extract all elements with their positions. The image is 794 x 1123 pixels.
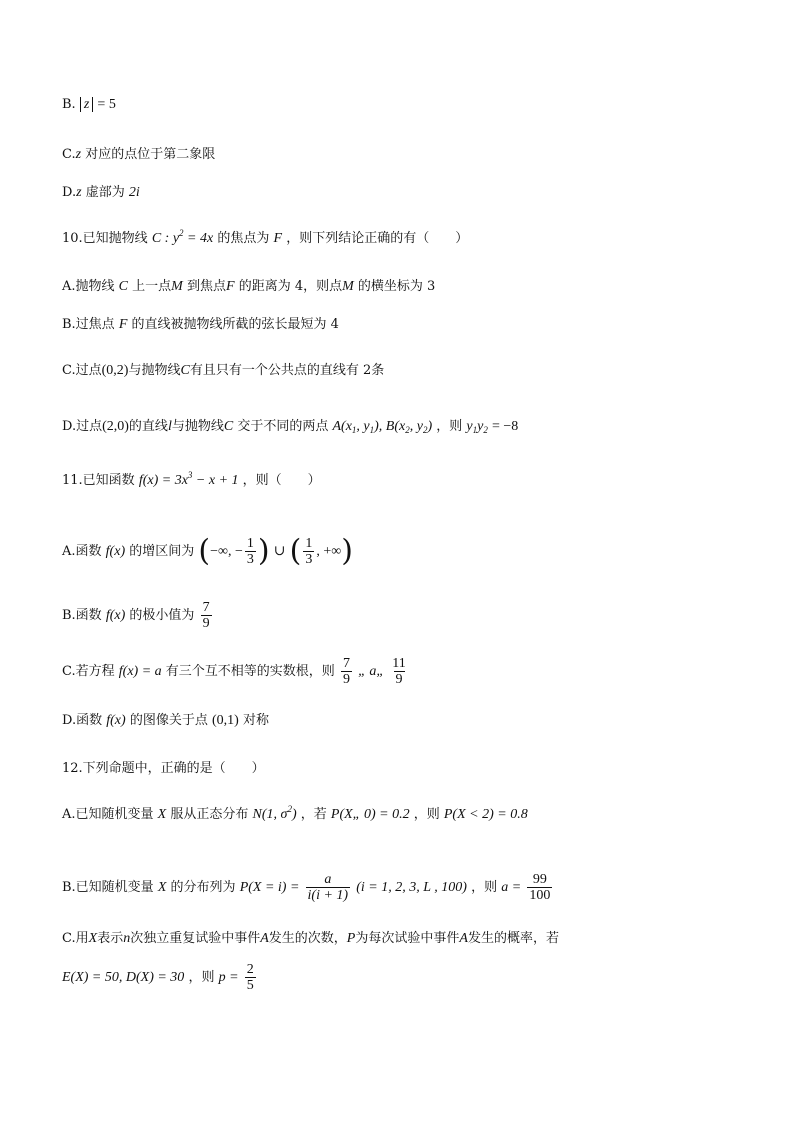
text: B.函数 — [62, 608, 102, 623]
result: = −8 — [492, 419, 519, 434]
var-x: X — [88, 931, 98, 946]
text: ，则 — [413, 807, 440, 822]
q10-stem — [62, 230, 468, 248]
var-c: C — [118, 279, 129, 294]
q11-option-c — [62, 656, 410, 687]
fx: f(x) = a — [118, 664, 162, 679]
var-n: n — [123, 931, 131, 946]
var-l: l — [167, 419, 172, 434]
fraction: $\frac{2}{5}$ — [246, 962, 254, 993]
focus: F — [273, 231, 283, 246]
q11-option-a: A.函数 f(x) 的增区间为 (−∞, − $\frac{1}{3}$ ) ∪ ( $\frac{1}{3}$ , +∞) — [62, 533, 353, 569]
var-f: F — [226, 279, 235, 294]
q12-option-c-line2 — [62, 962, 258, 993]
fraction: $\frac{99}{100}$ — [529, 872, 551, 903]
text: D.函数 — [62, 713, 103, 728]
product: $y_1y_2$ — [466, 419, 488, 435]
q10-option-d — [62, 418, 518, 436]
stem-text: 10.已知抛物线 — [62, 231, 148, 246]
q9-option-d — [62, 184, 140, 202]
q12-option-a — [62, 806, 528, 824]
text: 的横坐标为 3 — [357, 279, 436, 294]
text: 的增区间为 — [129, 544, 195, 559]
fraction: $\frac{1}{3}$ — [305, 536, 313, 567]
text: 的图像关于点 — [129, 713, 208, 728]
fraction: $\frac{11}{9}$ — [392, 656, 406, 687]
text: 为每次试验中事件 — [355, 931, 460, 946]
text: C.若方程 — [62, 664, 115, 679]
text: A.已知随机变量 — [62, 807, 154, 822]
q11-option-d — [62, 712, 269, 730]
text: ，若 — [300, 807, 327, 822]
q10-option-b — [62, 316, 339, 334]
stem-text: 的焦点为 — [217, 231, 270, 246]
point: (0,1) — [211, 713, 239, 728]
text: 上一点 — [132, 279, 172, 294]
text: 表示 — [97, 931, 124, 946]
range: (i = 1, 2, 3, L , 100) — [356, 880, 467, 895]
text: 对称 — [242, 713, 269, 728]
inequality: „ a„ — [358, 664, 385, 679]
q9-option-b — [62, 96, 116, 114]
var-x: X — [157, 807, 167, 822]
fx: f(x) — [105, 544, 126, 559]
expr: = 5 — [97, 97, 116, 112]
text: 的直线 — [128, 419, 168, 434]
var-p: P — [346, 931, 356, 946]
text: 交于不同的两点 — [237, 419, 329, 434]
text: 与抛物线 — [171, 419, 224, 434]
var-z: z — [76, 185, 82, 200]
point: (2,0) — [102, 419, 129, 434]
a-eq: a = — [501, 880, 522, 895]
q10-option-c — [62, 362, 384, 380]
text: A.函数 — [62, 544, 102, 559]
interval-right: , +∞ — [316, 544, 342, 559]
text: 服从正态分布 — [170, 807, 249, 822]
var-m: M — [342, 279, 354, 294]
fx: f(x) — [106, 713, 126, 728]
fraction: $\frac{a}{i(i + 1)}$ — [307, 872, 349, 903]
q10-option-a — [62, 278, 435, 296]
curve: C : $y^2 = 4x$ — [151, 228, 214, 246]
q11-stem — [62, 472, 321, 490]
stem-text: ，则（ ） — [242, 473, 321, 488]
var-a: A — [459, 931, 468, 946]
text: B.过焦点 — [62, 317, 115, 332]
text: 发生的概率，若 — [467, 931, 559, 946]
interval-left: −∞, − — [210, 544, 243, 559]
fraction: $\frac{7}{9}$ — [202, 600, 210, 631]
option-text: 虚部为 — [85, 185, 125, 200]
fraction: $\frac{1}{3}$ — [246, 536, 254, 567]
text: 次独立重复试验中事件 — [130, 931, 261, 946]
var-f: F — [118, 317, 128, 332]
points-ab: $A(x_1$, $y_1$), $B(x_2$, $y_2$) — [332, 419, 433, 435]
text: 与抛物线 — [128, 363, 181, 378]
distribution: N(1, $\sigma^2$) — [252, 804, 297, 822]
option-text: 对应的点位于第二象限 — [85, 147, 216, 162]
fx: f(x) — [105, 608, 126, 623]
text: A.抛物线 — [62, 279, 115, 294]
q12-option-b — [62, 872, 554, 903]
var-a: A — [260, 931, 269, 946]
var-x: X — [157, 880, 167, 895]
function: $f(x) = 3x^3 - x + 1$ — [138, 470, 239, 488]
union: ∪ — [273, 544, 286, 559]
text: B.已知随机变量 — [62, 880, 154, 895]
q12-stem — [62, 760, 265, 778]
stem-text: ，则下列结论正确的有（ ） — [286, 231, 469, 246]
stem-text: 12.下列命题中，正确的是（ ） — [62, 761, 265, 776]
option-prefix: C. — [62, 147, 76, 162]
prob: P(X„ 0) = 0.2 — [330, 807, 410, 822]
var-c: C — [223, 419, 234, 434]
text: 的分布列为 — [170, 880, 236, 895]
option-prefix: D. — [62, 185, 77, 200]
q12-option-c-line1 — [62, 930, 559, 948]
text: 有且只有一个公共点的直线有 2条 — [189, 363, 385, 378]
var-m: M — [171, 279, 183, 294]
text: ，则 — [471, 880, 498, 895]
text: 的距离为 4，则点 — [238, 279, 343, 294]
text: ，则 — [188, 970, 215, 985]
text: ，则 — [436, 419, 463, 434]
text: 有三个互不相等的实数根，则 — [165, 664, 335, 679]
abs-z: z — [80, 97, 93, 112]
var-z: z — [75, 147, 82, 162]
value: 2i — [128, 185, 140, 200]
stem-text: 11.已知函数 — [62, 473, 135, 488]
text: 的极小值为 — [129, 608, 195, 623]
var-c: C — [180, 363, 190, 378]
fraction: $\frac{7}{9}$ — [342, 656, 350, 687]
text: 发生的次数， — [268, 931, 347, 946]
text: C.过点 — [62, 363, 102, 378]
prob: P(X = i) = — [239, 880, 300, 895]
text: 的直线被抛物线所截的弦长最短为 4 — [131, 317, 339, 332]
text: D.过点 — [62, 419, 103, 434]
text: C.用 — [62, 931, 89, 946]
prob: P(X < 2) = 0.8 — [443, 807, 528, 822]
point: (0,2) — [101, 363, 129, 378]
option-prefix: B. — [62, 97, 76, 112]
p-eq: p = — [218, 970, 239, 985]
q11-option-b — [62, 600, 214, 631]
expectation: E(X) = 50, D(X) = 30 — [62, 970, 185, 985]
q9-option-c — [62, 146, 215, 164]
text: 到焦点 — [186, 279, 226, 294]
